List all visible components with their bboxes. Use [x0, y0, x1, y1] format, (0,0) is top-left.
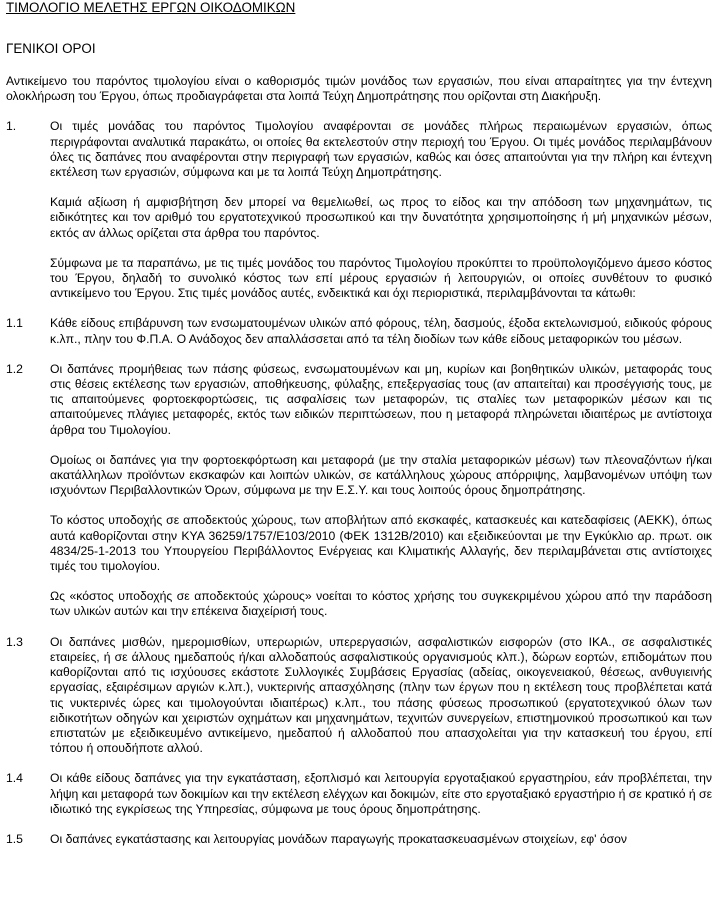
clause-number: 1. — [6, 119, 17, 134]
clause-paragraph: Οι δαπάνες εγκατάστασης και λειτουργίας μονάδων παραγωγής προκατασκευασμένων στοιχείων, εφ' όσον — [50, 831, 628, 846]
clause-body — [50, 771, 712, 817]
intro-paragraph: Αντικείμενο του παρόντος τιμολογίου είναι ο καθορισμός τιμών μονάδος των εργασιών, που είναι απαραίτητες για την έντεχνη ολοκλήρωση του Έργου, όπως προδιαγράφεται στα λοιπά Τεύχη Δημοπράτησης που ορίζονται στη Διακήρυξη. — [6, 74, 712, 104]
clause-body — [50, 316, 712, 346]
clause-number: 1.1 — [6, 316, 23, 331]
clause-paragraph: Κάθε είδους επιβάρυνση των ενσωματουμένων υλικών από φόρους, τέλη, δασμούς, έξοδα εκτελωνισμού, ειδικούς φόρους κ.λπ., πλην του Φ.Π.Α. Ο Ανάδοχος δεν απαλλάσσεται από τα τέλη διοδίων των κάθε είδους μεταφορικών του μέσων. — [50, 316, 712, 346]
clause-paragraph: Καμιά αξίωση ή αμφισβήτηση δεν μπορεί να θεμελιωθεί, ως προς το είδος και την απόδοση των μηχανημάτων, τις ειδικότητες και τον αριθμό του εργατοτεχνικού προσωπικού και την δυνατότητα χρησιμοποίησης ή μή μηχανικών μέσων, εκτός αν άλλως ορίζεται στα άρθρα του παρόντος. — [50, 195, 712, 240]
clause-paragraph: Οι κάθε είδους δαπάνες για την εγκατάσταση, εξοπλισμό και λειτουργία εργοταξιακού εργαστηρίου, εάν προβλέπεται, την λήψη και μεταφορά των δοκιμίων και την εκτέλεση ελέγχων και δοκιμών, είτε στο εργοταξιακό εργαστήριο ή σε κρατικό ή σε ιδιωτικό της εγκρίσεως της Υπηρεσίας, σύμφωνα με τους όρους δημοπράτησης. — [50, 771, 712, 816]
clause-1-1 — [6, 316, 712, 346]
clause-paragraph: Ομοίως οι δαπάνες για την φορτοεκφόρτωση και μεταφορά (με την σταλία μεταφορικών μέσων) των πλεοναζόντων ή/και ακατάλληλων προϊόντων εκσκαφών και λοιπών υλικών, σε κατάλληλους χώρους απόρριψης, λαμβανομένων υπόψη των ισχυόντων Περιβαλλοντικών Όρων, σύμφωνα με την Ε.Σ.Υ. και τους λοιπούς όρους δημοπράτησης. — [50, 452, 712, 498]
clause-paragraph: Οι δαπάνες προμήθειας των πάσης φύσεως, ενσωματουμένων και μη, κυρίων και βοηθητικών υλικών, μεταφοράς τους στις θέσεις εκτέλεσης των εργασιών, αποθήκευσης, φύλαξης, επεξεργασίας τους (αν απαιτείται) και προσέγγισής τους, με τις απαιτούμενες φορτοεκφορτώσεις, τις ασφαλίσεις των μεταφορών, τις σταλίες των μεταφορικών μέσων και τις απαιτούμενες πλάγιες μεταφορές, εκτός των ειδικών περιπτώσεων, που η μεταφορά πληρώνεται ιδιαιτέρως με αντίστοιχα άρθρα του Τιμολογίου. — [50, 361, 712, 437]
clause-number: 1.3 — [6, 634, 23, 649]
clause-body — [50, 362, 712, 620]
clause-1 — [6, 119, 712, 301]
clause-paragraph: Οι τιμές μονάδας του παρόντος Τιμολογίου αναφέρονται σε μονάδες πλήρως περαιωμένων εργασιών, όπως περιγράφονται αναλυτικά παρακάτω, οι οποίες θα εκτελεστούν στην περιοχή του Έργου. Οι τιμές μονάδος περιλαμβάνουν όλες τις δαπάνες που αναφέρονται στην περιγραφή των εργασιών, καθώς και όσες απαιτούνται για την πλήρη και έντεχνη εκτέλεση των εργασιών, σύμφωνα και με τα λοιπά Τεύχη Δημοπράτησης. — [50, 119, 712, 180]
document-title: ΤΙΜΟΛΟΓΙΟ ΜΕΛΕΤΗΣ ΕΡΓΩΝ ΟΙΚΟΔΟΜΙΚΩΝ — [6, 0, 296, 15]
clause-number: 1.5 — [6, 831, 23, 846]
clause-paragraph: Σύμφωνα με τα παραπάνω, με τις τιμές μονάδος του παρόντος Τιμολογίου προκύπτει το προϋπολογιζόμενο άμεσο κόστος του Έργου, δηλαδή το συνολικό κόστος των επί μέρους εργασιών ή λειτουργιών, οι οποίες συνθέτουν το φυσικό αντικείμενο του Έργου. Στις τιμές μονάδος αυτές, ενδεικτικά και όχι περιοριστικά, περιλαμβάνονται τα κάτωθι: — [50, 255, 712, 301]
clause-number: 1.4 — [6, 771, 23, 786]
clause-1-4 — [6, 771, 712, 817]
clause-body — [50, 635, 712, 757]
clause-body — [50, 119, 712, 301]
clause-number: 1.2 — [6, 361, 23, 376]
section-heading: ΓΕΝΙΚΟΙ ΟΡΟΙ — [6, 41, 96, 56]
clause-paragraph: Ως «κόστος υποδοχής σε αποδεκτούς χώρους» νοείται το κόστος χρήσης του συγκεκριμένου χώρου από την παράδοση των υλικών αυτών και την επέκεινα διαχείρισή τους. — [50, 589, 712, 619]
clause-paragraph: Το κόστος υποδοχής σε αποδεκτούς χώρους, των αποβλήτων από εκσκαφές, κατασκευές και κατεδαφίσεις (ΑΕΚΚ), όπως αυτά καθορίζονται στην ΚΥΑ 36259/1757/Ε103/2010 (ΦΕΚ 1312Β/2010) και εξειδικεύονται με την Εγκύκλιο αρ. πρωτ. οικ 4834/25-1-2013 του Υπουργείου Περιβάλλοντος Ενέργειας και Κλιματικής Αλλαγής, δεν περιλαμβάνεται στις αντίστοιχες τιμές του τιμολογίου. — [50, 513, 712, 574]
clause-body — [50, 832, 712, 847]
clause-1-2 — [6, 362, 712, 620]
clause-paragraph: Οι δαπάνες μισθών, ημερομισθίων, υπερωριών, υπερεργασιών, ασφαλιστικών εισφορών (στο ΙΚΑ., σε ασφαλιστικές εταιρείες, ή σε άλλους ημεδαπούς ή/και αλλοδαπούς ασφαλιστικούς οργανισμούς κλπ.), δώρων εορτών, επιδομάτων που καθορίζονται από τις ισχύουσες εκάστοτε Συλλογικές Συμβάσεις Εργασίας (αδείας, οικογενειακού, θέσεως, ανθυγιεινής εργασίας, εξαιρέσιμων αργιών κ.λπ.), νυκτερινής απασχόλησης (πλην των έργων που η εκτέλεση τους προβλέπεται κατά τις νυκτερινές ώρες και τιμολογούνται ιδιαιτέρως) κ.λπ., του πάσης φύσεως προσωπικού (εργατοτεχνικού όλων των ειδικοτήτων οδηγών και χειριστών οχημάτων και μηχανημάτων, τεχνιτών συνεργείων, επιστημονικού προσωπικού και των επιστατών με εξειδικευμένο αντικείμενο, ημεδαπού ή αλλοδαπού που απασχολείται για την κατασκευή του έργου, επί τόπου ή οπουδήποτε αλλού. — [50, 634, 712, 756]
clause-1-3 — [6, 635, 712, 757]
clause-1-5 — [6, 832, 712, 847]
